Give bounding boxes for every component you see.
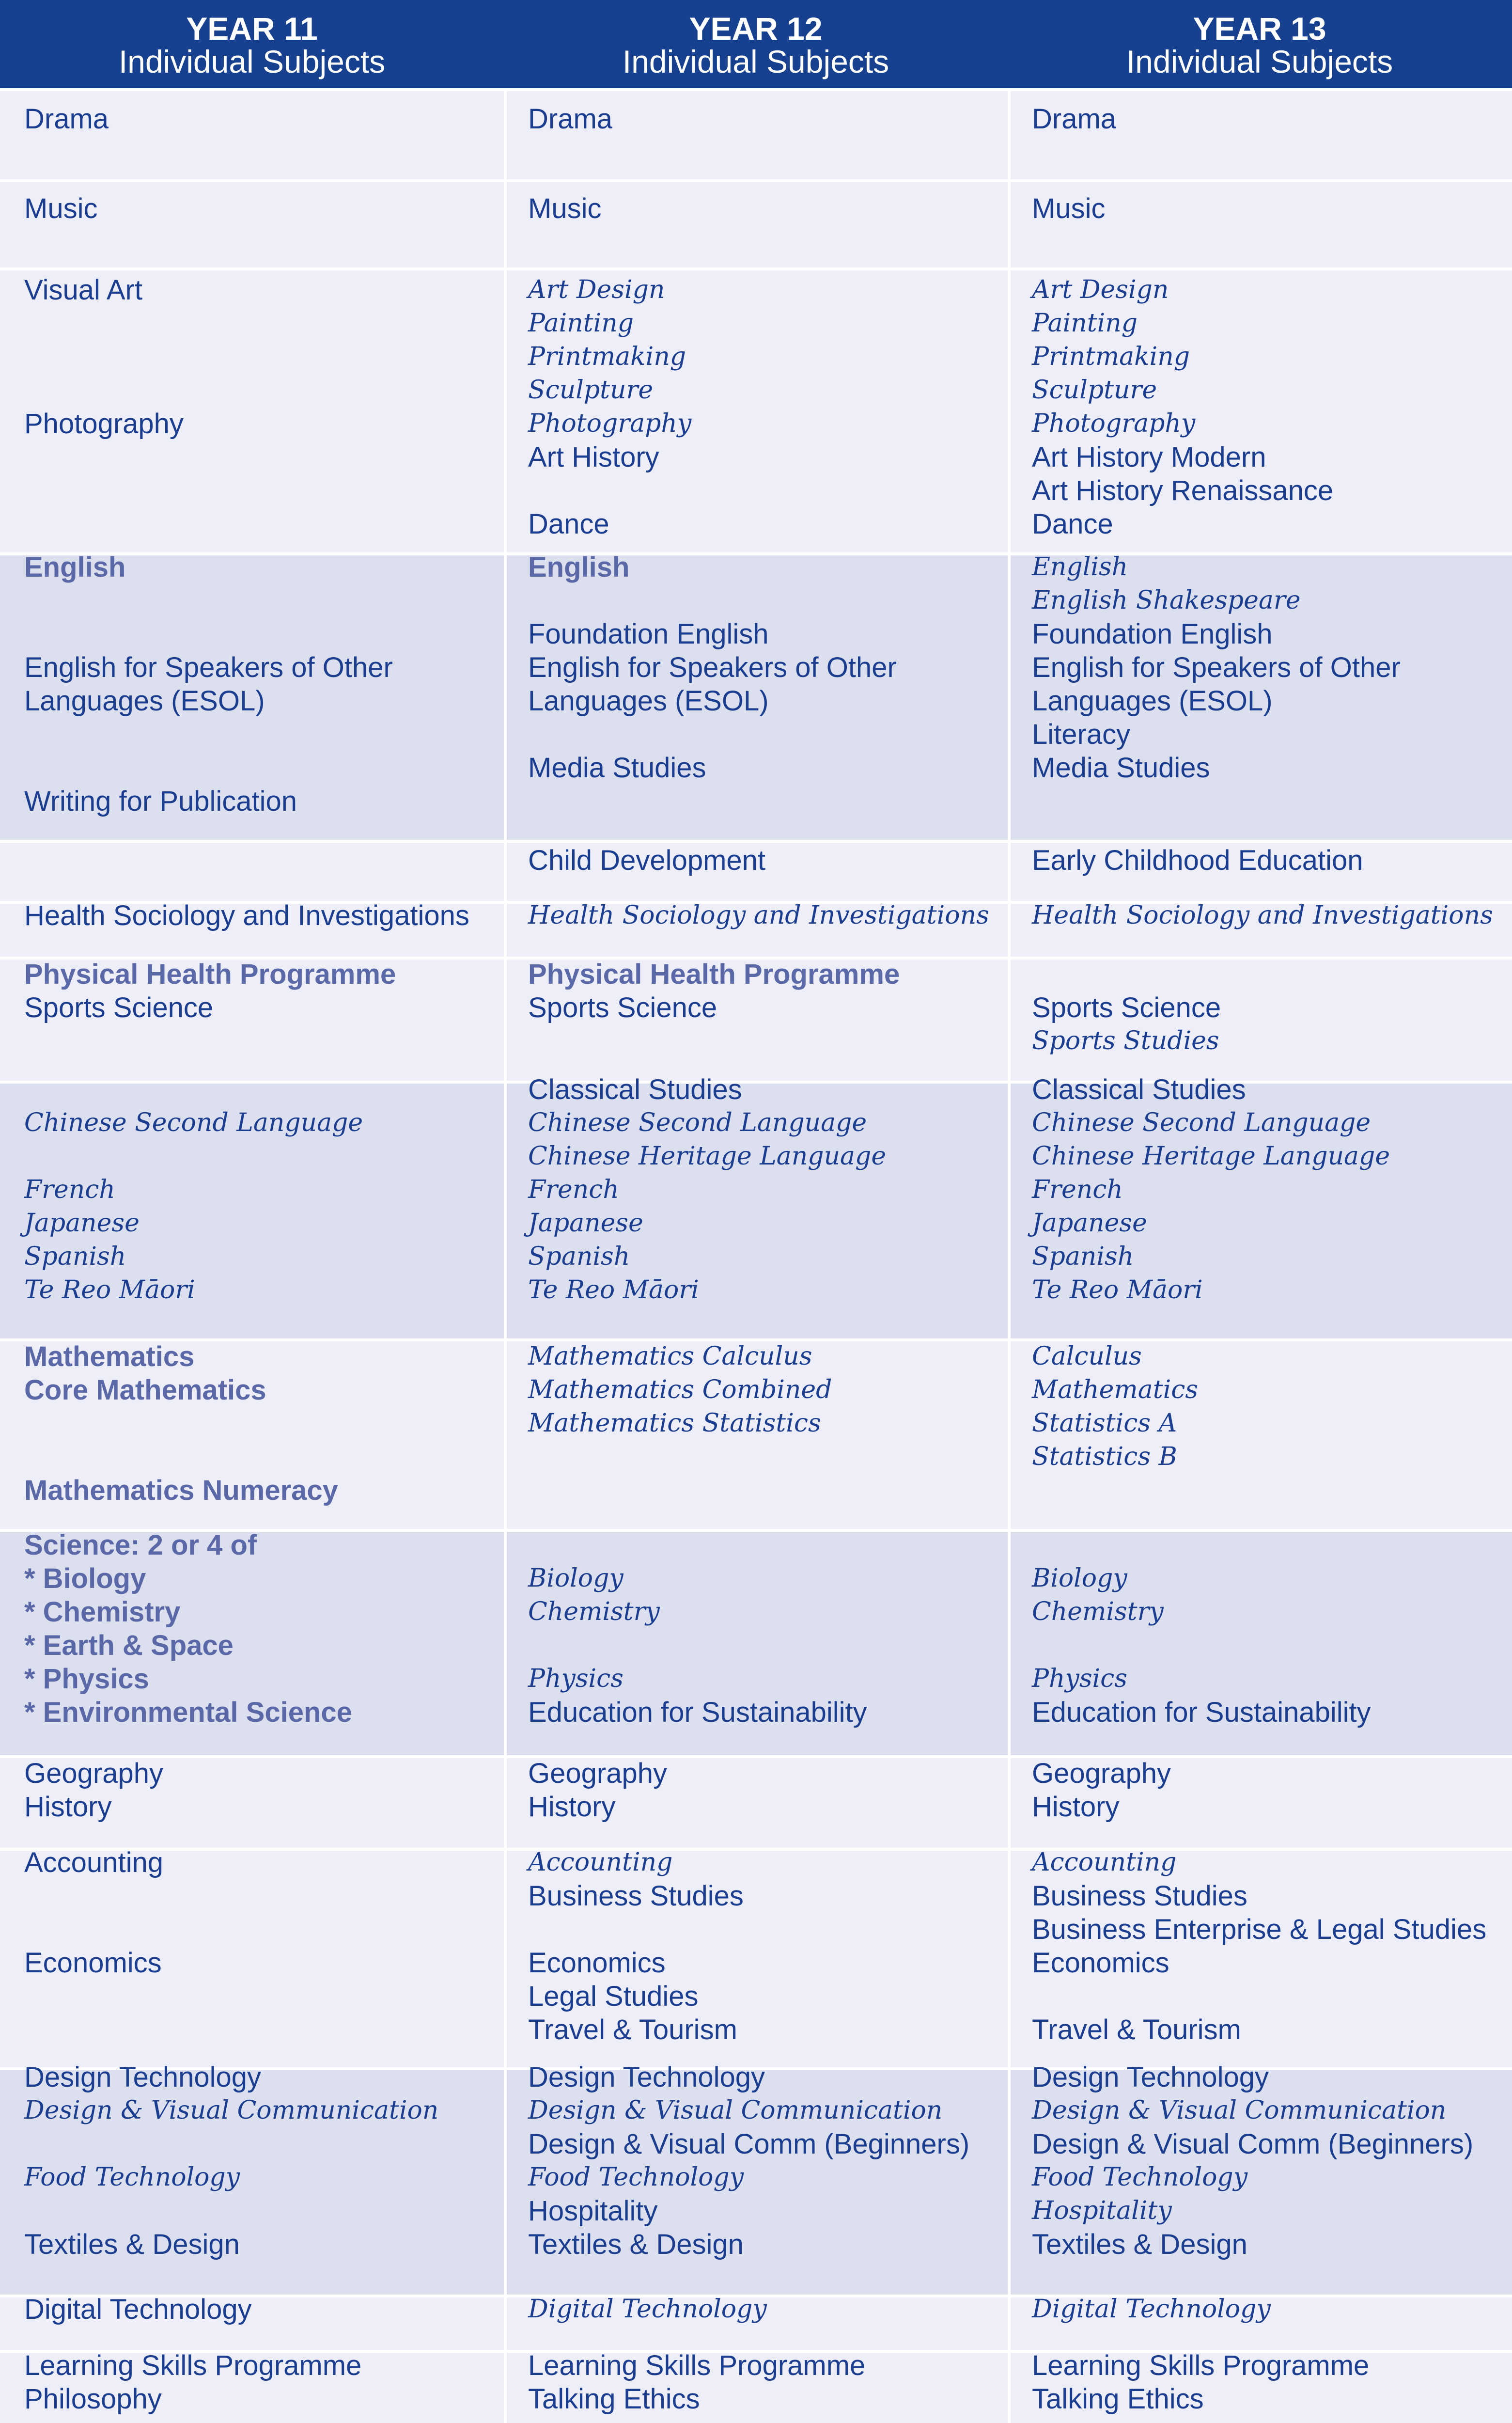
subject-item: Physical Health Programme	[528, 959, 900, 990]
subject-item: Statistics A	[1032, 1409, 1177, 1438]
subject-item: Art History Renaissance	[1032, 475, 1334, 506]
subject-item: Economics	[528, 1947, 666, 1979]
subject-item: Core Mathematics	[24, 1374, 266, 1406]
year-12-header	[504, 0, 1008, 88]
subject-item: Hospitality	[528, 2195, 658, 2227]
subject-item: English for Speakers of Other	[528, 652, 897, 683]
subject-group-music	[0, 182, 1512, 267]
subject-item: Education for Sustainability	[528, 1697, 867, 1728]
subject-group-drama	[0, 91, 1512, 179]
subject-group-physical	[0, 960, 1512, 1081]
subject-item: Travel & Tourism	[528, 2014, 737, 2045]
subject-item: Science: 2 or 4 of	[24, 1529, 257, 1561]
subject-item: Dance	[1032, 508, 1113, 540]
subject-item: Food Technology	[528, 2163, 744, 2192]
subject-item: Sports Science	[1032, 992, 1221, 1023]
subject-item: Languages (ESOL)	[1032, 685, 1273, 717]
subject-item: Early Childhood Education	[1032, 845, 1363, 876]
subject-item: Physics	[1032, 1664, 1127, 1693]
subject-item: Spanish	[528, 1242, 630, 1271]
subject-item: Mathematics	[24, 1341, 195, 1372]
table-header	[0, 0, 1512, 88]
subject-item: Digital Technology	[24, 2294, 252, 2325]
subject-item: Painting	[1032, 309, 1138, 338]
subject-item: Photography	[528, 409, 692, 438]
subject-item: Digital Technology	[1032, 2295, 1271, 2324]
subject-item: Health Sociology and Investigations	[24, 900, 469, 931]
subject-item: Art History	[528, 441, 659, 473]
subject-item: English	[1032, 552, 1128, 582]
subject-item: Music	[528, 193, 602, 224]
subject-item: Art Design	[1032, 275, 1169, 304]
subject-item: Foundation English	[528, 618, 769, 650]
subject-item: Japanese	[24, 1209, 140, 1238]
subject-group-mathematics	[0, 1341, 1512, 1529]
subject-item: Te Reo Māori	[528, 1275, 699, 1305]
subject-item: Sculpture	[1032, 376, 1157, 405]
subject-item: Learning Skills Programme	[24, 2350, 362, 2381]
subject-item: Learning Skills Programme	[528, 2350, 866, 2381]
year-12-subtitle: Individual Subjects	[622, 44, 889, 79]
subject-item: Digital Technology	[528, 2295, 767, 2324]
subject-item: Classical Studies	[528, 1074, 742, 1105]
subject-item: Music	[1032, 193, 1106, 224]
subject-item: Printmaking	[528, 342, 686, 371]
subject-item: History	[528, 1791, 616, 1823]
subject-group-technology	[0, 2061, 1512, 2295]
subject-item: Child Development	[528, 845, 766, 876]
subject-item: Food Technology	[24, 2163, 240, 2192]
subject-item: Te Reo Māori	[24, 1275, 195, 1305]
subject-group-science	[0, 1529, 1512, 1755]
subject-item: Textiles & Design	[24, 2229, 240, 2260]
subject-item: Sports Science	[24, 992, 214, 1023]
subject-item: Japanese	[528, 1209, 643, 1238]
column-divider	[1008, 88, 1011, 2423]
subject-item: Talking Ethics	[528, 2383, 700, 2415]
subject-item: Art History Modern	[1032, 441, 1266, 473]
subject-item: Mathematics Calculus	[528, 1342, 812, 1371]
subject-item: Business Enterprise & Legal Studies	[1032, 1914, 1487, 1945]
subject-item: Geography	[528, 1758, 667, 1789]
subject-item: Media Studies	[1032, 752, 1210, 784]
subject-item: Biology	[528, 1564, 624, 1593]
subject-item: Design Technology	[1032, 2061, 1269, 2093]
subject-item: English for Speakers of Other	[1032, 652, 1401, 683]
subject-item: Music	[24, 193, 98, 224]
subject-item: Biology	[1032, 1564, 1127, 1593]
subject-group-health	[0, 900, 1512, 957]
subject-item: Sculpture	[528, 376, 654, 405]
subject-item: Hospitality	[1032, 2196, 1172, 2225]
subject-item: Textiles & Design	[528, 2229, 744, 2260]
subject-item: Literacy	[1032, 719, 1131, 750]
subject-item: * Physics	[24, 1663, 149, 1695]
subject-item: Food Technology	[1032, 2163, 1248, 2192]
subject-item: Photography	[24, 408, 184, 440]
subject-group-geography	[0, 1758, 1512, 1848]
subject-item: Physics	[528, 1664, 624, 1693]
column-divider	[504, 88, 507, 2423]
subject-item: Accounting	[24, 1847, 163, 1878]
subject-item: Economics	[1032, 1947, 1169, 1979]
subject-group-digital	[0, 2294, 1512, 2350]
subject-item: English Shakespeare	[1032, 586, 1301, 615]
subject-item: French	[1032, 1175, 1123, 1204]
subject-item: Te Reo Māori	[1032, 1275, 1203, 1305]
subject-item: Sports Science	[528, 992, 717, 1023]
subject-item: Accounting	[528, 1848, 673, 1877]
subject-item: Chinese Heritage Language	[528, 1142, 887, 1171]
subject-item: Education for Sustainability	[1032, 1697, 1371, 1728]
subject-item: Geography	[1032, 1758, 1171, 1789]
subject-item: Chemistry	[528, 1597, 660, 1626]
subject-item: Photography	[1032, 409, 1196, 438]
subject-item: History	[1032, 1791, 1120, 1823]
subject-item: Foundation English	[1032, 618, 1273, 650]
subject-item: Japanese	[1032, 1209, 1147, 1238]
subject-item: Business Studies	[528, 1880, 744, 1912]
subject-item: Design & Visual Communication	[24, 2096, 439, 2125]
year-11-title: YEAR 11	[186, 11, 318, 47]
subject-item: Chinese Second Language	[1032, 1108, 1371, 1137]
subject-item: Health Sociology and Investigations	[528, 901, 989, 930]
subject-item: Chinese Second Language	[528, 1108, 867, 1137]
subject-group-commerce	[0, 1847, 1512, 2067]
subject-item: French	[24, 1175, 115, 1204]
subject-item: Languages (ESOL)	[24, 685, 265, 717]
subject-item: Geography	[24, 1758, 163, 1789]
year-11-header	[0, 0, 504, 88]
subject-item: Dance	[528, 508, 609, 540]
subject-item: Spanish	[1032, 1242, 1134, 1271]
subject-item: Design & Visual Comm (Beginners)	[528, 2128, 970, 2160]
subject-item: * Biology	[24, 1563, 146, 1594]
subject-group-languages	[0, 1074, 1512, 1338]
subject-item: Media Studies	[528, 752, 706, 784]
year-13-header	[1008, 0, 1512, 88]
subject-item: Physical Health Programme	[24, 959, 396, 990]
subject-item: Drama	[528, 103, 613, 135]
subject-item: English	[24, 551, 126, 583]
subject-item: Health Sociology and Investigations	[1032, 901, 1493, 930]
subject-item: Chemistry	[1032, 1597, 1164, 1626]
year-13-subtitle: Individual Subjects	[1126, 44, 1393, 79]
subject-item: Painting	[528, 309, 634, 338]
subject-item: Mathematics Statistics	[528, 1409, 821, 1438]
subject-item: Textiles & Design	[1032, 2229, 1247, 2260]
year-11-subtitle: Individual Subjects	[118, 44, 386, 79]
subject-item: Writing for Publication	[24, 786, 297, 817]
subject-item: Design & Visual Communication	[528, 2096, 943, 2125]
subject-item: Accounting	[1032, 1848, 1177, 1877]
subject-item: History	[24, 1791, 112, 1823]
subject-item: Chinese Heritage Language	[1032, 1142, 1390, 1171]
subject-item: English for Speakers of Other	[24, 652, 393, 683]
year-12-title: YEAR 12	[689, 11, 823, 47]
subject-group-visual-art	[0, 270, 1512, 552]
subject-item: Travel & Tourism	[1032, 2014, 1241, 2045]
subject-group-learning	[0, 2350, 1512, 2423]
subject-item: Learning Skills Programme	[1032, 2350, 1370, 2381]
subject-item: Sports Studies	[1032, 1026, 1219, 1055]
subject-item: Philosophy	[24, 2383, 162, 2415]
subject-item: Drama	[1032, 103, 1117, 135]
subject-item: Economics	[24, 1947, 162, 1979]
subject-item: Mathematics	[1032, 1375, 1199, 1404]
subject-item: * Environmental Science	[24, 1697, 352, 1728]
subject-group-child-development	[0, 843, 1512, 901]
subject-item: French	[528, 1175, 619, 1204]
subject-item: Design & Visual Communication	[1032, 2096, 1447, 2125]
subject-group-english	[0, 551, 1512, 840]
subject-item: Printmaking	[1032, 342, 1190, 371]
subject-item: Design & Visual Comm (Beginners)	[1032, 2128, 1474, 2160]
subject-item: Spanish	[24, 1242, 126, 1271]
subject-item: Chinese Second Language	[24, 1108, 363, 1137]
subject-item: Design Technology	[24, 2061, 262, 2093]
subject-item: Business Studies	[1032, 1880, 1247, 1912]
subject-item: Mathematics Numeracy	[24, 1475, 338, 1506]
subject-item: Statistics B	[1032, 1442, 1177, 1471]
subject-item: Design Technology	[528, 2061, 765, 2093]
subject-item: Art Design	[528, 275, 665, 304]
subject-item: Languages (ESOL)	[528, 685, 769, 717]
year-13-title: YEAR 13	[1193, 11, 1326, 47]
subject-item: Mathematics Combined	[528, 1375, 832, 1404]
subject-item: Classical Studies	[1032, 1074, 1246, 1105]
subject-item: * Chemistry	[24, 1596, 181, 1628]
subject-item: Visual Art	[24, 274, 142, 306]
subject-item: * Earth & Space	[24, 1630, 234, 1661]
subject-item: Calculus	[1032, 1342, 1142, 1371]
subject-item: Drama	[24, 103, 109, 135]
subject-item: English	[528, 551, 630, 583]
subject-item: Talking Ethics	[1032, 2383, 1204, 2415]
subject-item: Legal Studies	[528, 1981, 699, 2012]
